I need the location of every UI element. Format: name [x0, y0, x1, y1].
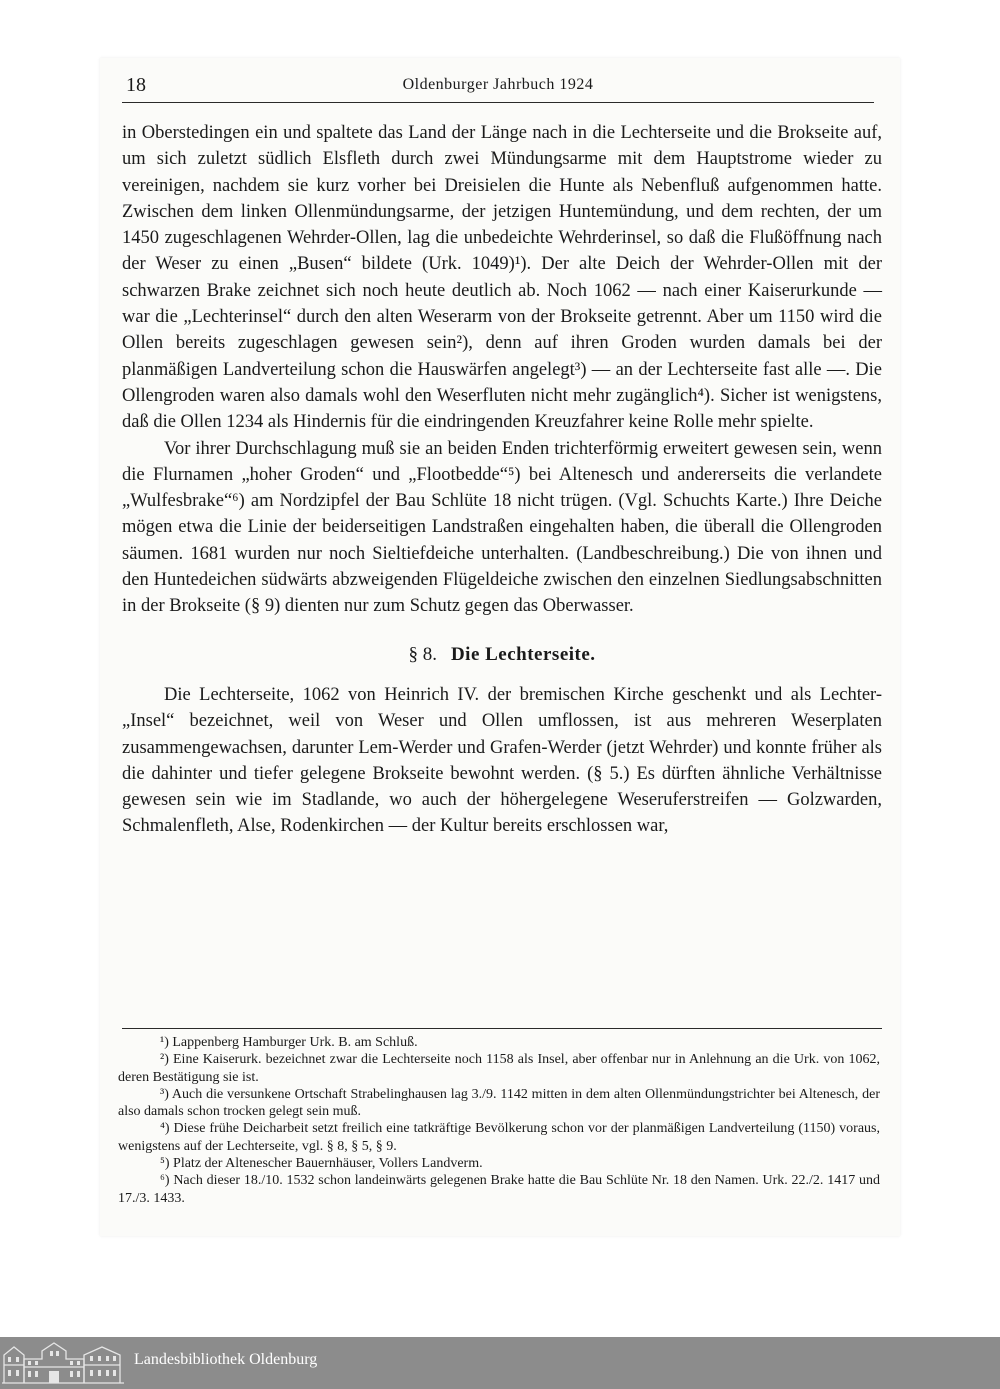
body-text	[122, 120, 882, 840]
section-heading	[122, 642, 882, 668]
page-number: 18	[126, 74, 146, 96]
paragraph: Vor ihrer Durchschlagung muß sie an beiden Enden trichterförmig erweitert gewesen sein, wenn die Flurnamen „hoher Groden“ und „Flootbedde“⁵) bei Altenesch und andererseits die verlandete „Wulfesbrake“⁶) am Nordzipfel der Bau Schlüte 18 nicht trügen. (Vgl. Schuchts Karte.) Ihre Deiche mögen etwa die Linie der beiderseitigen Landstraßen eingehalten haben, die überall die Ollengroden säumen. 1681 wurden nur noch Sieltiefdeiche unterhalten. (Landbeschreibung.) Die von ihnen und den Huntedeichen südwärts abzweigenden Flügeldeiche zwischen den einzelnen Siedlungsabschnitten in der Brokseite (§ 9) dienten nur zum Schutz gegen das Oberwasser.	[122, 438, 882, 617]
paragraph: in Oberstedingen ein und spaltete das Land der Länge nach in die Lechterseite und die Brokseite auf, um sich zuletzt südlich Elsfleth durch zwei Mündungsarme mit dem Hauptstrome wieder zu vereinigen, nachdem sie kurz vorher bei Dreisielen die Hunte als Nebenfluß aufgenommen hatte. Zwischen dem linken Ollenmündungsarme, der jetzigen Huntemündung, und dem rechten, der um 1450 zugeschlagenen Wehrder-Ollen, lag die unbedeichte Wehrderinsel, so daß die Flußöffnung nach der Weser zu einen „Busen“ bildete (Urk. 1049)¹). Der alte Deich der Wehrder-Ollen mit der schwarzen Brake zeichnet sich noch heute deutlich ab. Noch 1062 — nach einer Kaiserurkunde — war die „Lechterinsel“ durch den alten Weserarm von der Brokseite getrennt. Aber um 1150 wird die Ollen bereits zugeschlagen gewesen sein²), denn auf ihren Groden wurden damals bei der planmäßigen Landverteilung schon die Hauswärfen angelegt³) — an der Lechterseite fast alle —. Die Ollengroden waren also damals wohl den Weserfluten nicht mehr zugänglich⁴). Sicher ist wenigstens, daß die Ollen 1234 als Hindernis für die eindringenden Kreuzfahrer keine Rolle mehr spielte.	[122, 123, 882, 433]
footnote: ²) Eine Kaiserurk. bezeichnet zwar die Lechterseite noch 1158 als Insel, aber offenbar nur in Anlehnung an die Urk. von 1062, deren Bestätigung sie ist.	[118, 1052, 880, 1085]
running-title: Oldenburger Jahrbuch 1924	[402, 76, 594, 93]
library-name: Landesbibliothek Oldenburg	[134, 1351, 318, 1368]
page-header	[122, 72, 874, 103]
footnote: ⁵) Platz der Altenescher Bauernhäuser, Vollers Landverm.	[160, 1156, 483, 1172]
footnote: ³) Auch die versunkene Ortschaft Strabelinghausen lag 3./9. 1142 mitten in dem alten Ollenmündungstrichter bei Altenesch, der also damals schon trocken gelegt sein muß.	[118, 1086, 880, 1120]
section-title: Die Lechterseite.	[450, 643, 596, 665]
section-number: § 8.	[408, 643, 437, 665]
library-building-icon	[2, 1341, 124, 1385]
footnote: ¹) Lappenberg Hamburger Urk. B. am Schluß.	[160, 1035, 418, 1050]
footnote: ⁴) Diese frühe Deicharbeit setzt freilich eine tatkräftige Bevölkerung schon vor der planmäßigen Landverteilung (1150) voraus, wenigstens auf der Lechterseite, vgl. § 8, § 5, § 9.	[118, 1121, 880, 1154]
footer-bar	[0, 1337, 1000, 1389]
paragraph: Die Lechterseite, 1062 von Heinrich IV. der bremischen Kirche geschenkt und als Lechter-„Insel“ bezeichnet, weil von Weser und Ollen umflossen, ist aus mehreren Weserplaten zusammengewachsen, darunter Lem-Werder und Grafen-Werder (jetzt Wehrder) und konnte früher als die dahinter und tiefer gelegene Brokseite bewohnt werden. (§ 5.) Es dürften ähnliche Verhältnisse gewesen sein wie im Stadlande, wo auch der höhergelegene Weseruferstreifen — Golzwarden, Schmalenfleth, Alse, Rodenkirchen — der Kultur bereits erschlossen war,	[122, 684, 882, 837]
footnote-rule	[122, 1028, 882, 1029]
footnote: ⁶) Nach dieser 18./10. 1532 schon landeinwärts gelegenen Brake hatte die Bau Schlüte Nr. 18 den Namen. Urk. 22./2. 1417 und 17./3. 1433.	[118, 1173, 880, 1206]
footnotes	[118, 1034, 880, 1207]
